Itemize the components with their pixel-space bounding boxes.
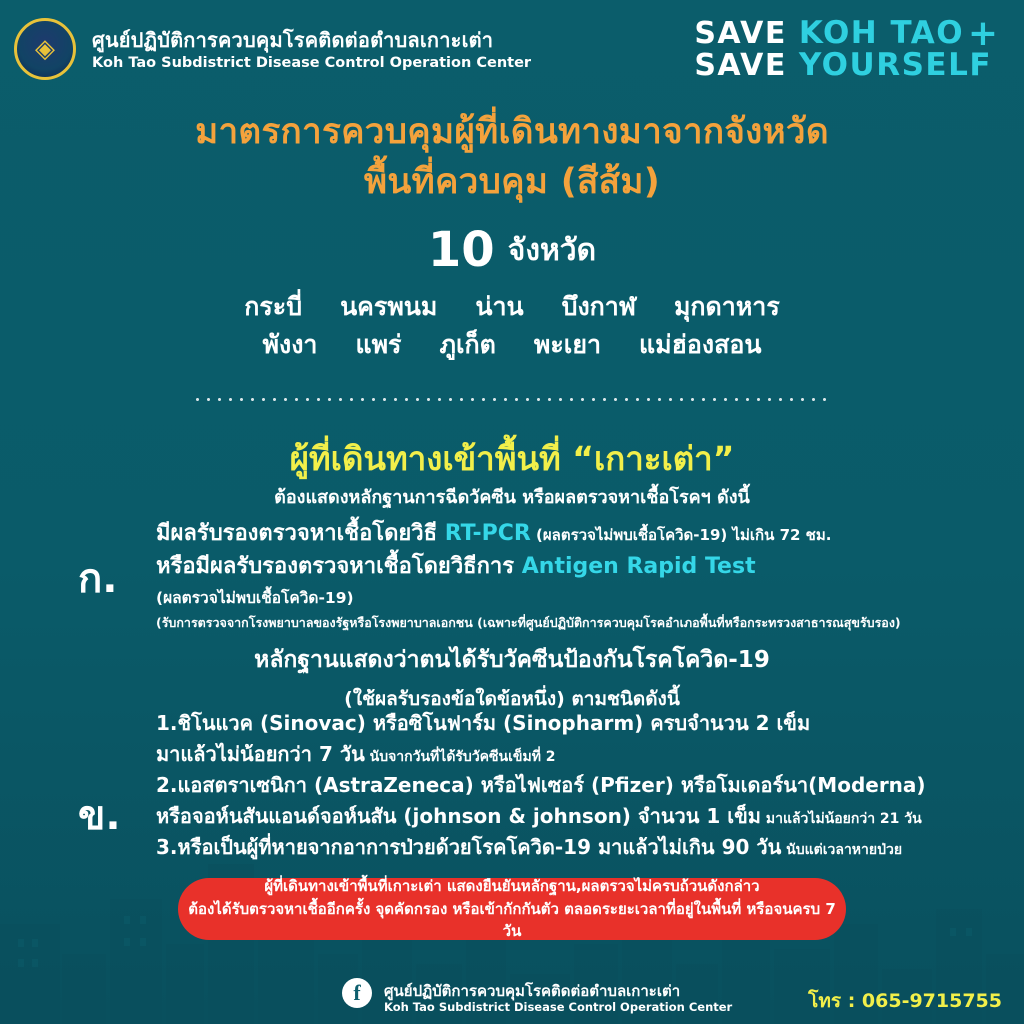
alert-banner [178, 878, 846, 940]
logo-save-1: SAVE [694, 16, 787, 51]
logo-yourself: YOURSELF [798, 46, 992, 83]
plus-icon: + [967, 13, 998, 54]
logo-koh-tao: KOH TAO [798, 15, 965, 51]
item-b-line-5 [156, 832, 1024, 863]
title-line-1: มาตรการควบคุมผู้ที่เดินทางมาจากจังหวัด [195, 112, 829, 152]
item-b-head-1: หลักฐานแสดงว่าตนได้รับวัคซีนป้องกันโรคโควิด-19 [254, 647, 770, 673]
item-a-line1-note: (ผลตรวจไม่พบเชื้อโควิด-19) ไม่เกิน 72 ชม. [530, 526, 832, 544]
province-item: แพร่ [355, 329, 402, 359]
item-b-line-2 [156, 739, 1024, 770]
province-item: น่าน [475, 292, 524, 321]
item-a-line-2 [156, 550, 1016, 583]
item-b-line5-main: 3.หรือเป็นผู้ที่หายจากอาการป่วยด้วยโรคโควิด-19 มาแล้วไม่เกิน 90 วัน [156, 835, 782, 859]
page-title [0, 108, 1024, 207]
item-b-heading [0, 642, 1024, 714]
item-b-content [156, 708, 1024, 863]
item-a-line-1 [156, 518, 1016, 550]
province-item: บึงกาฬ [561, 292, 636, 321]
header-org-thai: ศูนย์ปฏิบัติการควบคุมโรคติดต่อตำบลเกาะเต่า [92, 28, 494, 52]
province-item: นครพนม [340, 292, 438, 321]
logo-line-1 [694, 15, 992, 51]
item-a-line2-prefix: หรือมีผลรับรองตรวจหาเชื้อโดยวิธีการ [156, 553, 522, 579]
item-b-line5-note: นับแต่เวลาหายป่วย [781, 842, 903, 858]
poster-header [0, 0, 1024, 96]
item-a-letter: ก. [78, 556, 118, 602]
item-a-rtpcr-label: RT-PCR [444, 521, 531, 546]
province-count [0, 222, 1024, 278]
province-item: กระบี่ [244, 292, 303, 321]
item-a-line-3: (ผลตรวจไม่พบเชื้อโควิด-19) [156, 588, 354, 607]
logo-save-2: SAVE [694, 47, 787, 83]
item-b-letter: ข. [78, 793, 121, 839]
title-line-2: พื้นที่ควบคุม (สีส้ม) [363, 161, 660, 202]
item-b-head-2: (ใช้ผลรับรองข้อใดข้อหนึ่ง) ตามชนิดดังนี้ [344, 688, 680, 710]
item-b-line-1: 1.ชิโนแวค (Sinovac) หรือซิโนฟาร์ม (Sinopharm) ครบจำนวน 2 เข็ม [156, 711, 811, 735]
item-b-line-4 [156, 801, 1024, 832]
section-title: ผู้ที่เดินทางเข้าพื้นที่ “เกาะเต่า” [289, 439, 735, 478]
footer-org-english: Koh Tao Subdistrict Disease Control Operation Center [384, 1000, 733, 1014]
province-item: พะเยา [533, 329, 602, 359]
province-row-2 [0, 326, 1024, 364]
province-item: ภูเก็ต [439, 329, 496, 359]
alert-line-2: ต้องได้รับตรวจหาเชื้ออีกครั้ง จุดคัดกรอง หรือเข้ากักกันตัว ตลอดระยะเวลาที่อยู่ในพื้นที่ หรือจนครบ 7 วัน [188, 899, 836, 941]
item-b-line-3: 2.แอสตราเซนิกา (AstraZeneca) หรือไฟเซอร์ (Pfizer) หรือโมเดอร์นา(Moderna) [156, 773, 926, 797]
item-a-antigen-label: Antigen Rapid Test [521, 553, 756, 579]
garuda-glyph: ◈ [35, 34, 55, 64]
section-subtitle: ต้องแสดงหลักฐานการฉีดวัคซีน หรือผลตรวจหาเชื้อโรคฯ ดังนี้ [274, 487, 750, 508]
item-b-line2-note: นับจากวันที่ได้รับวัคซีนเข็มที่ 2 [364, 749, 556, 765]
header-org-english: Koh Tao Subdistrict Disease Control Operation Center [92, 55, 532, 71]
campaign-logo [694, 13, 998, 83]
logo-line-2 [694, 46, 992, 83]
alert-line-1: ผู้ที่เดินทางเข้าพื้นที่เกาะเต่า แสดงยืนยันหลักฐาน,ผลตรวจไม่ครบถ้วนดังกล่าว [264, 877, 760, 896]
government-seal-icon [14, 18, 76, 80]
province-count-number: 10 [427, 222, 495, 278]
footer-org-thai: ศูนย์ปฏิบัติการควบคุมโรคติดต่อตำบลเกาะเต่า [384, 982, 681, 1000]
item-b-line4-main: หรือจอห์นสันแอนด์จอห์นสัน (johnson & johnson) จำนวน 1 เข็ม [156, 804, 761, 828]
province-row-1 [0, 288, 1024, 326]
item-a-line-4: (รับการตรวจจากโรงพยาบาลของรัฐหรือโรงพยาบาลเอกชน (เฉพาะที่ศูนย์ปฏิบัติการควบคุมโรคอำเภอพื้นที่หรือกระทรวงสาธารณสุขรับรอง) [156, 614, 901, 630]
facebook-icon[interactable]: f [342, 978, 372, 1008]
item-b-line2-main: มาแล้วไม่น้อยกว่า 7 วัน [156, 742, 365, 766]
item-a-content [156, 518, 1016, 633]
item-b-line4-note: มาแล้วไม่น้อยกว่า 21 วัน [760, 811, 922, 827]
dotted-divider [192, 398, 832, 401]
province-item: มุกดาหาร [673, 292, 780, 321]
province-item: แม่ฮ่องสอน [639, 329, 762, 359]
item-a-line1-prefix: มีผลรับรองตรวจหาเชื้อโดยวิธี [156, 521, 445, 546]
province-item: พังงา [262, 329, 318, 359]
footer-phone: โทร : 065-9715755 [808, 990, 1002, 1012]
province-list [0, 288, 1024, 363]
province-count-unit: จังหวัด [507, 232, 597, 268]
